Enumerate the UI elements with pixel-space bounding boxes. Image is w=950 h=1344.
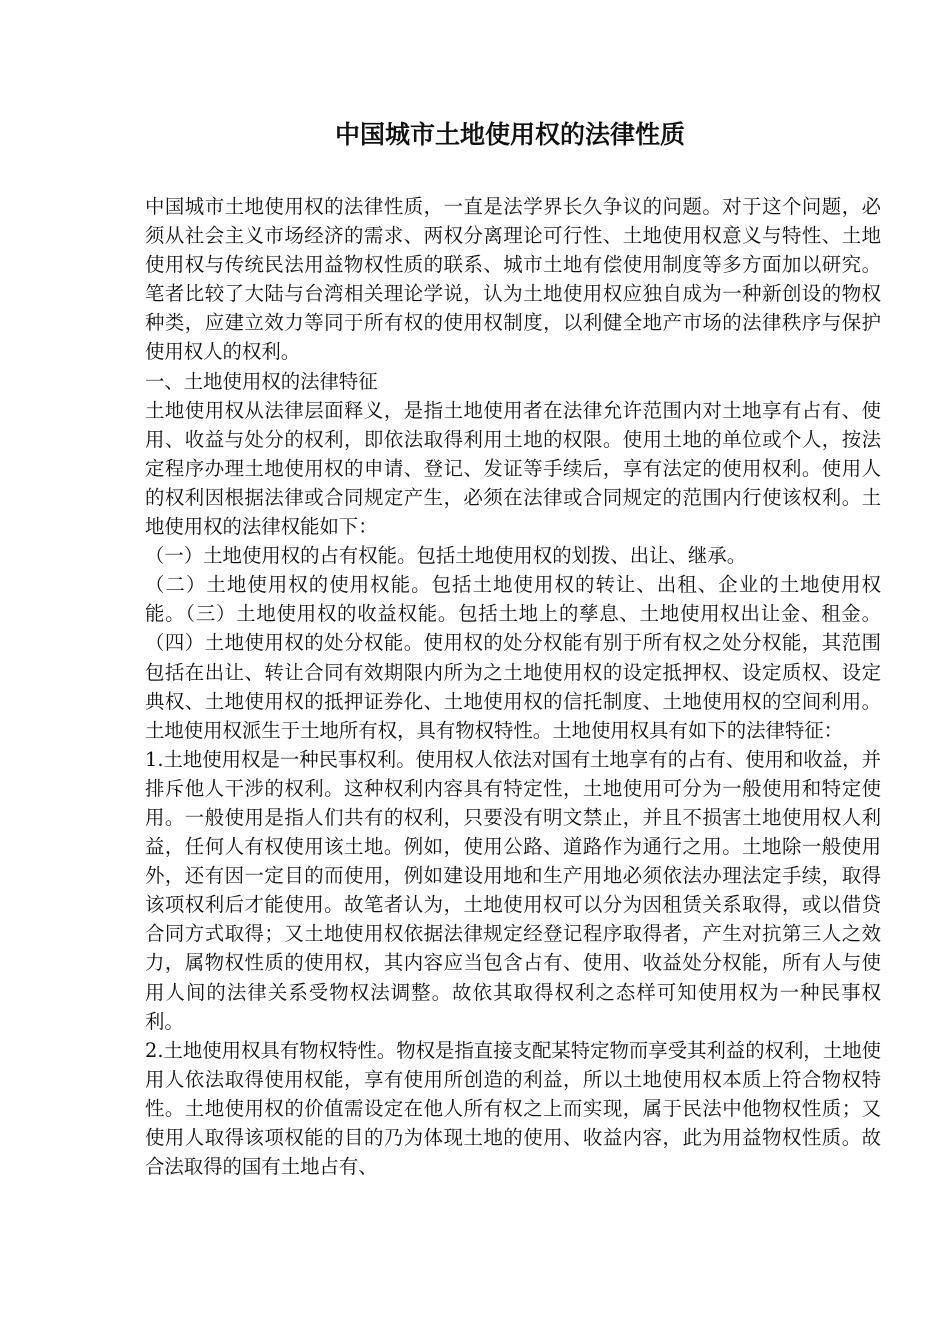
section-heading-legal-features: 一、土地使用权的法律特征 — [145, 369, 378, 393]
document-title: 中国城市土地使用权的法律性质 — [334, 120, 685, 149]
paragraph-abstract: 中国城市土地使用权的法律性质，一直是法学界长久争议的问题。对于这个问题，必须从社会主义市场经济的需求、两权分离理论可行性、土地使用权意义与特性、土地使用权与传统民法用益物权性质的联系、城市土地有偿使用制度等多方面加以研究。笔者比较了大陆与台湾相关理论学说，认为土地使用权应独自成为一种新创设的物权种类，应建立效力等同于所有权的使用权制度，以利健全地产市场的法律秩序与保护使用权人的权利。 — [145, 195, 881, 364]
paragraph-feature-property-right: 2.土地使用权具有物权特性。物权是指直接支配某特定物而享受其利益的权利，土地使用人依法取得使用权能，享有使用所创造的利益，所以土地使用权本质上符合物权特性。土地使用权的价值需设定在他人所有权之上而实现，属于民法中他物权性质；又使用人取得该项权能的目的乃为体现土地的使用、收益内容，此为用益物权性质。故合法取得的国有土地占有、 — [145, 1038, 881, 1179]
paragraph-possession-power: （一）土地使用权的占有权能。包括土地使用权的划拨、出让、继承。 — [145, 544, 747, 568]
paragraph-definition: 土地使用权从法律层面释义，是指土地使用者在法律允许范围内对土地享有占有、使用、收益与处分的权利，即依法取得利用土地的权限。使用土地的单位或个人，按法定程序办理土地使用权的申请、登记、发证等手续后，享有法定的使用权利。使用人的权利因根据法律或合同规定产生，必须在法律或合同规定的范围内行使该权利。土地使用权的法律权能如下： — [145, 398, 881, 539]
paragraph-feature-civil-right: 1.土地使用权是一种民事权利。使用权人依法对国有土地享有的占有、使用和收益，并排斥他人干涉的权利。这种权利内容具有特定性，土地使用可分为一般使用和特定使用。一般使用是指人们共有的权利，只要没有明文禁止，并且不损害土地使用权人利益，任何人有权使用该土地。例如，使用公路、道路作为通行之用。土地除一般使用外，还有因一定目的而使用，例如建设用地和生产用地必须依法办理法定手续，取得该项权利后才能使用。故笔者认为，土地使用权可以分为因租赁关系取得，或以借贷合同方式取得；又土地使用权依据法律规定经登记程序取得者，产生对抗第三人之效力，属物权性质的使用权，其内容应当包含占有、使用、收益处分权能，所有人与使用人间的法律关系受物权法调整。故依其取得权利之态样可知使用权为一种民事权利。 — [145, 747, 881, 1033]
paragraph-use-income-disposal-powers: （二）土地使用权的使用权能。包括土地使用权的转让、出租、企业的土地使用权能。（三）土地使用权的收益权能。包括土地上的孳息、土地使用权出让金、租金。（四）土地使用权的处分权能。使用权的处分权能有别于所有权之处分权能，其范围包括在出让、转让合同有效期限内所为之土地使用权的设定抵押权、设定质权、设定典权、土地使用权的抵押证券化、土地使用权的信托制度、土地使用权的空间利用。土地使用权派生于土地所有权，具有物权特性。土地使用权具有如下的法律特征： — [145, 573, 881, 742]
document-body — [145, 192, 881, 1181]
